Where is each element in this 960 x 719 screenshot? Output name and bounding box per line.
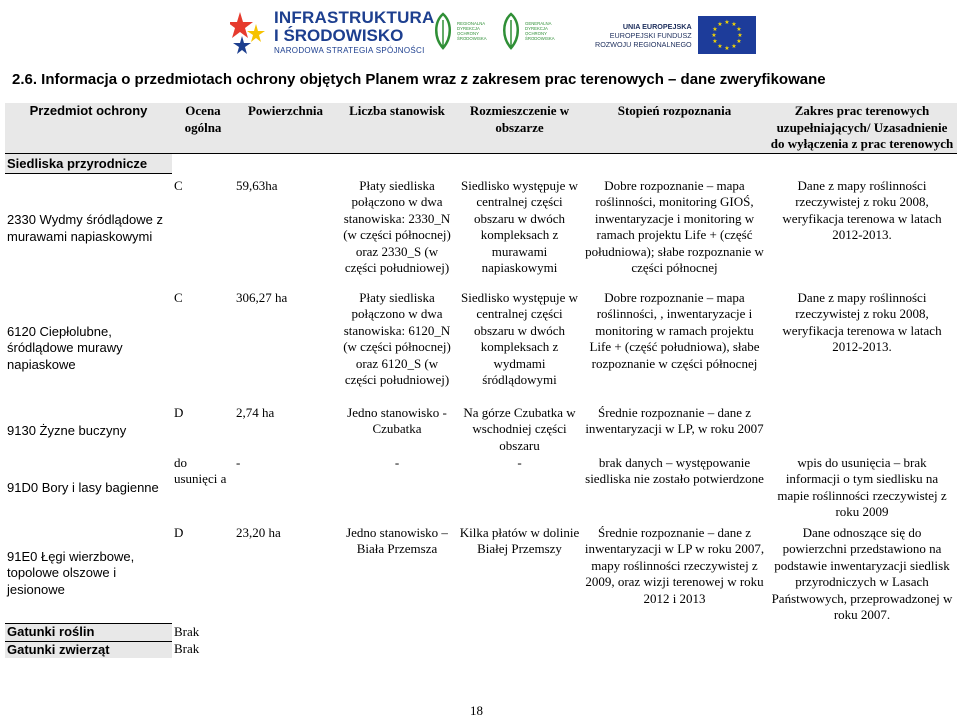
ii-title-line1: INFRASTRUKTURA xyxy=(274,8,435,27)
group-label-siedliska: Siedliska przyrodnicze xyxy=(5,153,172,174)
cell-rozmieszczenie: Siedlisko występuje w centralnej części obszaru w dwóch kompleksach z wydmami śródlądowymi xyxy=(461,289,578,387)
svg-text:★: ★ xyxy=(711,38,718,45)
infrastruktura-logo xyxy=(230,8,435,56)
rdos-text: REGIONALNA DYREKCJA OCHRONY ŚRODOWISKA xyxy=(457,21,487,41)
table-row xyxy=(5,174,957,290)
stars-icon xyxy=(230,8,266,56)
svg-text:★: ★ xyxy=(735,26,742,33)
gatunki-zwierzat-label: Gatunki zwierząt xyxy=(5,641,172,658)
cell-ocena: C xyxy=(174,289,183,305)
cell-powierzchnia: - xyxy=(236,454,241,470)
table-row xyxy=(5,290,957,405)
protection-table xyxy=(5,103,957,658)
svg-text:★: ★ xyxy=(716,21,723,28)
cell-liczba: Płaty siedliska połączono w dwa stanowiska: 2330_N (w części północnej) oraz 2330_S (w części południowej) xyxy=(343,177,451,275)
cell-liczba: - xyxy=(394,454,400,470)
rdos-logo xyxy=(432,12,491,52)
svg-text:★: ★ xyxy=(710,32,717,39)
svg-text:★: ★ xyxy=(723,45,730,52)
cell-powierzchnia: 2,74 ha xyxy=(236,404,275,420)
leaf-icon xyxy=(432,12,454,52)
cell-zakres: Dane z mapy roślinności rzeczywistej z roku 2008, weryfikacja terenowa w latach 2012-2013. xyxy=(782,177,942,242)
cell-stopien: Dobre rozpoznanie – mapa roślinności, , inwentaryzacje i monitoring w ramach projektu Life + (część południowa), słabe rozpoznanie w części północnej xyxy=(589,289,760,371)
ii-subtitle: NARODOWA STRATEGIA SPÓJNOŚCI xyxy=(274,46,425,55)
svg-text:★: ★ xyxy=(716,43,723,50)
cell-zakres: Dane odnoszące się do powierzchni przedstawiono na podstawie inwentaryzacji siedlisk przyrodniczych w Lasach Państwowych, przeprowadzonej w roku 2007. xyxy=(771,524,953,622)
cell-rozmieszczenie: Na górze Czubatka w wschodniej części obszaru xyxy=(463,404,576,453)
cell-ocena: C xyxy=(174,177,183,193)
svg-text:★: ★ xyxy=(730,43,737,50)
cell-stopien: brak danych – występowanie siedliska nie zostało potwierdzone xyxy=(585,454,764,486)
gdos-text: GENERALNA DYREKCJA OCHRONY ŚRODOWISKA xyxy=(525,21,555,41)
cell-stopien: Średnie rozpoznanie – dane z inwentaryzacji w LP, w roku 2007 xyxy=(585,404,764,436)
group-row-siedliska xyxy=(5,153,957,174)
eu-logo xyxy=(595,16,756,54)
table-row xyxy=(5,405,957,455)
cell-stopien: Średnie rozpoznanie – dane z inwentaryzacji w LP w roku 2007, mapy roślinności rzeczywistej z 2009, oraz wizji terenowej w roku 2012 i 2013 xyxy=(584,524,765,606)
cell-ocena: D xyxy=(174,524,184,540)
svg-text:★: ★ xyxy=(711,26,718,33)
section-title: 2.6. Informacja o przedmiotach ochrony objętych Planem wraz z zakresem prac terenowych – dane zweryfikowane xyxy=(12,71,826,88)
page-number: 18 xyxy=(470,703,483,718)
table-row xyxy=(5,525,957,624)
header-przedmiot: Przedmiot ochrony xyxy=(5,103,172,153)
gatunki-zwierzat-row xyxy=(5,641,957,658)
svg-text:★: ★ xyxy=(736,32,743,39)
cell-stopien: Dobre rozpoznanie – mapa roślinności, monitoring GIOŚ, inwentaryzacje i monitoring w ramach projektu Life + (część południowa); słabe rozpoznanie w części północnej xyxy=(585,177,764,275)
svg-text:★: ★ xyxy=(723,19,730,26)
svg-text:★: ★ xyxy=(730,21,737,28)
leaf-icon xyxy=(500,12,522,52)
eu-line2: EUROPEJSKI FUNDUSZ xyxy=(609,30,692,40)
cell-powierzchnia: 23,20 ha xyxy=(236,524,281,540)
eu-flag-icon xyxy=(698,16,756,54)
header-ocena: Ocena ogólna xyxy=(172,103,234,153)
eu-line1: UNIA EUROPEJSKA xyxy=(622,21,692,31)
cell-rozmieszczenie: Siedlisko występuje w centralnej części obszaru w dwóch kompleksach z murawami napiaskowymi xyxy=(461,177,578,275)
cell-zakres: wpis do usunięcia – brak informacji o tym siedlisku na mapie roślinności rzeczywistej z roku 2009 xyxy=(777,454,947,519)
gdos-logo xyxy=(500,12,559,52)
cell-przedmiot: 2330 Wydmy śródlądowe z murawami napiaskowymi xyxy=(7,212,163,244)
cell-liczba: Jedno stanowisko - Czubatka xyxy=(347,404,447,436)
gatunki-roslin-ocena: Brak xyxy=(174,623,200,639)
svg-text:★: ★ xyxy=(735,38,742,45)
cell-zakres xyxy=(767,405,957,455)
logo-bar xyxy=(0,0,960,66)
cell-powierzchnia: 59,63ha xyxy=(236,177,278,193)
cell-przedmiot: 91E0 Łęgi wierzbowe, topolowe olszowe i jesionowe xyxy=(7,548,135,597)
gatunki-roslin-label: Gatunki roślin xyxy=(5,624,172,642)
header-powierzchnia: Powierzchnia xyxy=(234,103,337,153)
gatunki-roslin-row xyxy=(5,624,957,642)
cell-rozmieszczenie: Kilka płatów w dolinie Białej Przemszy xyxy=(459,524,580,556)
cell-powierzchnia: 306,27 ha xyxy=(236,289,288,305)
cell-ocena: D xyxy=(174,404,184,420)
gatunki-zwierzat-ocena: Brak xyxy=(174,641,200,656)
header-zakres: Zakres prac terenowych uzupełniających/ Uzasadnienie do wyłączenia z prac terenowych xyxy=(767,103,957,153)
cell-przedmiot: 9130 Żyzne buczyny xyxy=(7,422,127,438)
cell-przedmiot: 6120 Ciepłolubne, śródlądowe murawy napiaskowe xyxy=(7,323,123,372)
eu-line3: ROZWOJU REGIONALNEGO xyxy=(595,39,692,49)
header-liczba: Liczba stanowisk xyxy=(337,103,457,153)
cell-liczba: Płaty siedliska połączono w dwa stanowiska: 6120_N (w części północnej) oraz 6120_S (w części południowej) xyxy=(343,289,451,387)
cell-przedmiot: 91D0 Bory i lasy bagienne xyxy=(7,479,159,495)
header-rozmieszczenie: Rozmieszczenie w obszarze xyxy=(457,103,582,153)
table-row xyxy=(5,455,957,525)
header-stopien: Stopień rozpoznania xyxy=(582,103,767,153)
cell-zakres: Dane z mapy roślinności rzeczywistej z roku 2008, weryfikacja terenowa w latach 2012-2013. xyxy=(782,289,942,354)
table-header-row xyxy=(5,103,957,153)
cell-ocena: do usunięci a xyxy=(174,454,227,486)
ii-title-line2: I ŚRODOWISKO xyxy=(274,26,404,45)
cell-liczba: Jedno stanowisko – Biała Przemsza xyxy=(346,524,448,556)
cell-rozmieszczenie: - xyxy=(517,454,522,470)
